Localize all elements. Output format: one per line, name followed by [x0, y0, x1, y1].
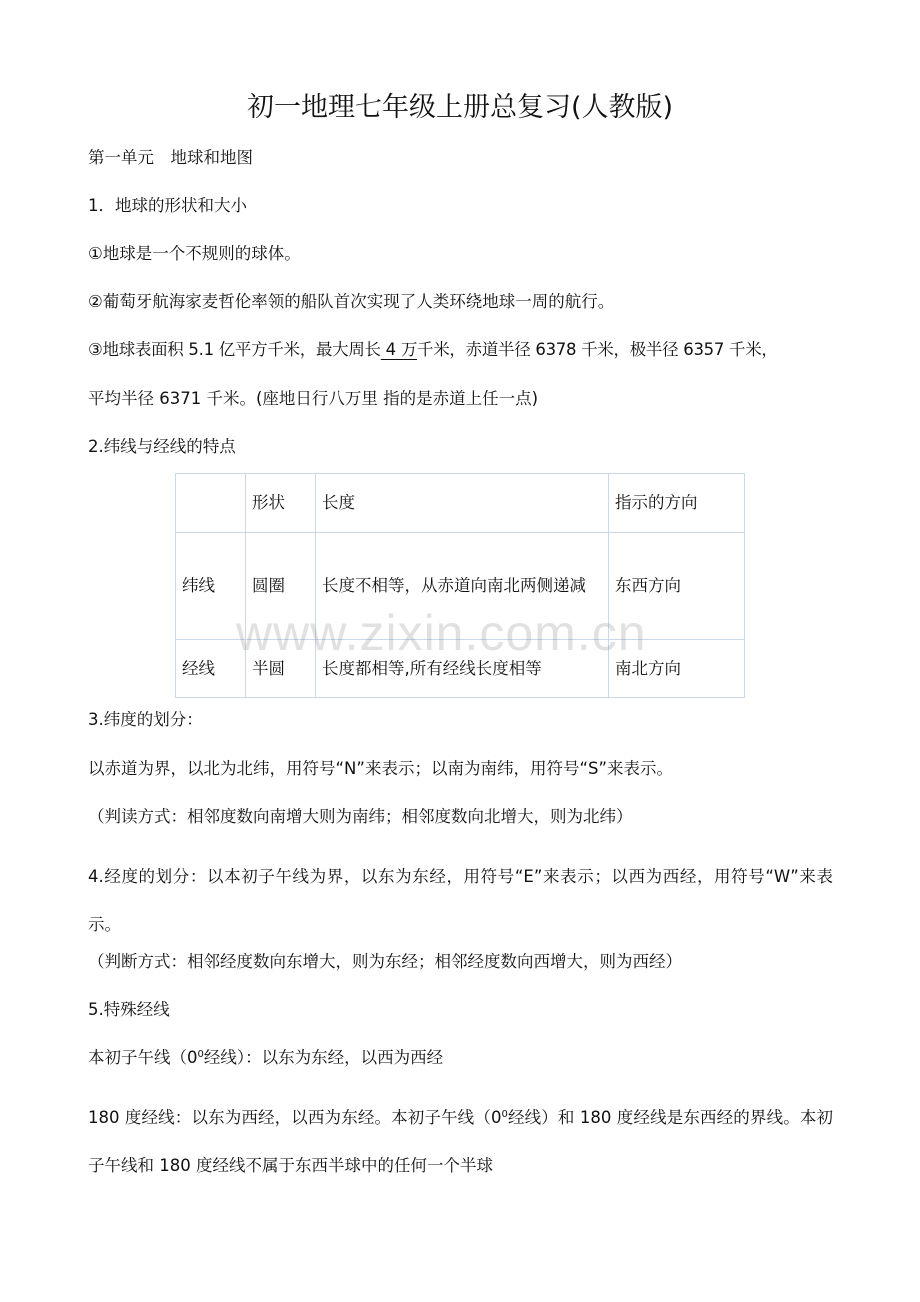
section-3-line-2: （判读方式：相邻度数向南增大则为南纬；相邻度数向北增大，则为北纬）	[88, 807, 633, 826]
section-1-item-1: ①地球是一个不规则的球体。	[88, 244, 301, 263]
table-cell: 圆圈	[246, 533, 316, 640]
latitude-longitude-table	[175, 473, 745, 698]
section-1-item-2: ②葡萄牙航海家麦哲伦率领的船队首次实现了人类环绕地球一周的航行。	[88, 292, 615, 311]
table-row	[176, 640, 745, 698]
section-1-item-3	[88, 338, 833, 362]
unit-heading: 第一单元 地球和地图	[88, 148, 253, 167]
item-3-text-end: 千米，赤道半径 6378 千米，极半径 6357 千米，	[417, 340, 778, 359]
table-cell: 纬线	[176, 533, 246, 640]
circumference-underlined: 4 万	[380, 340, 418, 359]
item-3-text-start: ③地球表面积 5.1 亿平方千米，最大周长	[88, 340, 381, 359]
section-5-heading: 5.特殊经线	[88, 1000, 170, 1019]
degree-superscript: 0	[197, 1049, 204, 1060]
document-title: 初一地理七年级上册总复习(人教版)	[246, 92, 674, 123]
table-header-cell: 长度	[316, 474, 609, 533]
line-1-text-end: 经线）：以东为东经，以西为西经	[203, 1048, 444, 1067]
table-header-row	[176, 474, 745, 533]
line-2-text-end: 经线）和 180 度经线是东西经的界线。本初子午线和 180 度经线不属于东西半球中的任何一个半球	[88, 1108, 833, 1175]
section-4-text: 4.经度的划分：以本初子午线为界，以东为东经，用符号“E”来表示；以西为西经，用符号“W”来表示。	[88, 867, 833, 934]
line-1-text-start: 本初子午线（0	[88, 1048, 198, 1067]
table-header-cell: 形状	[246, 474, 316, 533]
table-header-cell: 指示的方向	[609, 474, 745, 533]
section-5-line-1	[88, 1046, 833, 1070]
table-cell: 长度都相等,所有经线长度相等	[316, 640, 609, 698]
table-cell: 长度不相等，从赤道向南北两侧递减	[316, 533, 609, 640]
table-cell: 南北方向	[609, 640, 745, 698]
section-3-heading: 3.纬度的划分：	[88, 710, 203, 729]
section-3-line-1: 以赤道为界，以北为北纬，用符号“N”来表示；以南为南纬，用符号“S”来表示。	[88, 759, 674, 778]
table-cell: 东西方向	[609, 533, 745, 640]
watermark: www.zixin.com.cn	[236, 605, 647, 661]
degree-superscript: 0	[501, 1109, 508, 1120]
section-4-note: （判断方式：相邻经度数向东增大，则为东经；相邻经度数向西增大，则为西经）	[88, 952, 682, 971]
table-cell: 经线	[176, 640, 246, 698]
section-5-line-2	[88, 1094, 833, 1190]
section-1-item-3-line-2: 平均半径 6371 千米。(座地日行八万里 指的是赤道上任一点)	[88, 389, 539, 408]
line-2-text-start: 180 度经线：以东为西经，以西为东经。本初子午线（0	[88, 1108, 502, 1127]
table-row	[176, 533, 745, 640]
table-cell: 半圆	[246, 640, 316, 698]
table-header-cell	[176, 474, 246, 533]
section-1-heading: 1．地球的形状和大小	[88, 196, 247, 215]
section-2-heading: 2.纬线与经线的特点	[88, 437, 236, 456]
